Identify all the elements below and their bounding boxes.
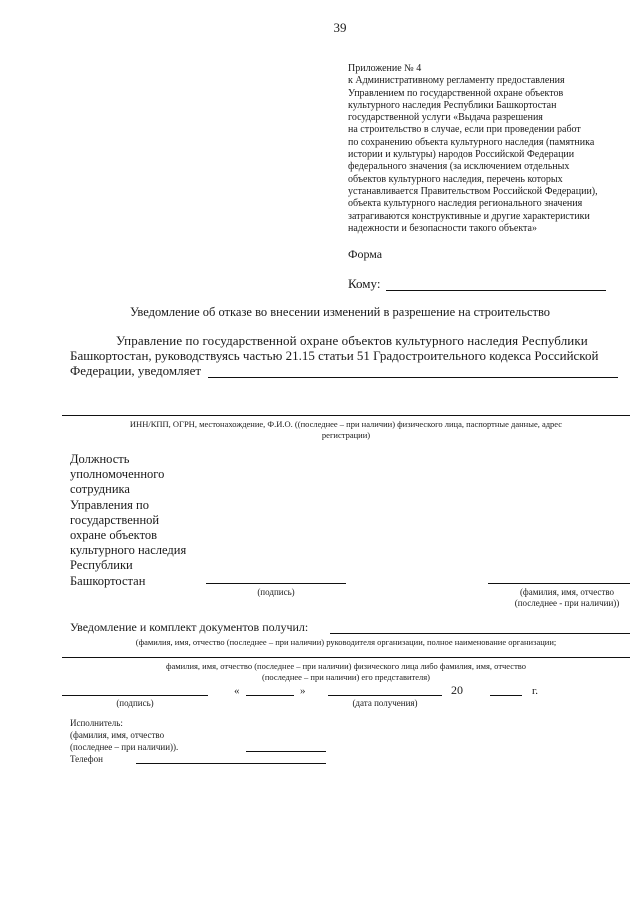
applicant-caption-2: регистрации) bbox=[321, 430, 371, 440]
receiver-signature-field[interactable] bbox=[62, 695, 208, 696]
official-line: Должность bbox=[70, 452, 130, 466]
date-open-quote: « bbox=[234, 685, 240, 697]
executor-line: Телефон bbox=[70, 754, 103, 764]
receiver-caption-3: (последнее – при наличии) его представителя) bbox=[261, 672, 431, 682]
official-line: культурного наследия bbox=[70, 543, 187, 558]
signature-caption: (подпись) bbox=[257, 587, 295, 597]
receiver-signature-caption: (подпись) bbox=[116, 698, 154, 708]
appendix-line: по сохранению объекта культурного наследия (памятника bbox=[348, 136, 595, 148]
appendix-line: Управлением по государственной охране объектов bbox=[348, 87, 564, 99]
official-line: Башкортостан bbox=[70, 573, 146, 588]
appendix-line: Приложение № 4 bbox=[348, 63, 422, 74]
appendix-line: затрагиваются конструктивные и другие характеристики bbox=[348, 210, 590, 222]
date-year-field[interactable] bbox=[490, 695, 522, 696]
fio-field[interactable] bbox=[488, 583, 630, 584]
executor-line: Исполнитель: bbox=[70, 718, 123, 728]
official-line: Управления по bbox=[70, 497, 149, 512]
page-number: 39 bbox=[333, 20, 347, 35]
to-field[interactable] bbox=[386, 290, 606, 291]
applicant-field-inline[interactable] bbox=[208, 377, 618, 378]
appendix-line: устанавливается Правительством Российской Федерации), bbox=[348, 185, 598, 197]
year-prefix: 20 bbox=[451, 683, 463, 697]
document-title: Уведомление об отказе во внесении изменений в разрешение на строительство bbox=[129, 305, 551, 319]
executor-phone-field[interactable] bbox=[136, 763, 326, 764]
executor-block bbox=[70, 717, 178, 765]
appendix-line: истории и культуры) народов Российской Федерации bbox=[348, 149, 575, 161]
date-caption: (дата получения) bbox=[352, 698, 418, 708]
appendix-line: надежности и безопасности такого объекта» bbox=[348, 222, 537, 234]
appendix-line: культурного наследия Республики Башкортостан bbox=[348, 99, 557, 111]
appendix-line: объекта культурного наследия регионального значения bbox=[348, 198, 583, 210]
official-line: государственной bbox=[70, 512, 160, 527]
applicant-caption-1: ИНН/КПП, ОГРН, местонахождение, Ф.И.О. ((последнее – при наличии) физического лица, паспортные данные, адрес bbox=[129, 419, 563, 429]
official-line: уполномоченного bbox=[70, 467, 165, 482]
appendix-line: на строительство в случае, если при проведении работ bbox=[348, 124, 581, 136]
date-day-field[interactable] bbox=[246, 695, 294, 696]
applicant-field[interactable] bbox=[62, 415, 630, 416]
official-line: сотрудника bbox=[70, 482, 130, 497]
date-month-field[interactable] bbox=[328, 695, 442, 696]
executor-line: (последнее – при наличии)). bbox=[70, 742, 179, 752]
received-label: Уведомление и комплект документов получил: bbox=[70, 620, 309, 634]
official-position bbox=[70, 452, 186, 589]
appendix-line: объектов культурного наследия, перечень которых bbox=[348, 173, 563, 185]
receiver-field-inline[interactable] bbox=[330, 633, 630, 634]
executor-line: (фамилия, имя, отчество bbox=[70, 730, 165, 740]
appendix-line: государственной услуги «Выдача разрешения bbox=[348, 112, 543, 124]
year-suffix: г. bbox=[532, 685, 539, 697]
executor-name-field[interactable] bbox=[246, 751, 326, 752]
receiver-field[interactable] bbox=[62, 657, 630, 658]
body-line: Федерации, уведомляет bbox=[70, 363, 202, 378]
body-line: Башкортостан, руководствуясь частью 21.15 статьи 51 Градостроительного кодекса Российской bbox=[70, 348, 599, 363]
to-label: Кому: bbox=[348, 276, 381, 291]
receiver-caption-2: фамилия, имя, отчество (последнее – при наличии) физического лица либо фамилия, имя, отчество bbox=[166, 661, 526, 671]
body-line: Управление по государственной охране объектов культурного наследия Республики bbox=[116, 333, 588, 348]
official-line: охране объектов bbox=[70, 528, 158, 543]
receiver-caption-1: (фамилия, имя, отчество (последнее – при наличии) руководителя организации, полное наименование организации; bbox=[135, 637, 557, 647]
appendix-line: федерального значения (за исключением отдельных bbox=[348, 161, 570, 173]
body-text bbox=[70, 333, 630, 378]
official-line: Республики bbox=[70, 558, 133, 573]
fio-caption: (фамилия, имя, отчество (последнее - при наличии)) bbox=[514, 587, 620, 608]
appendix-header bbox=[348, 63, 628, 235]
form-label: Форма bbox=[348, 247, 383, 261]
date-close-quote: » bbox=[300, 685, 306, 697]
signature-field[interactable] bbox=[206, 583, 346, 584]
appendix-line: к Административному регламенту предоставления bbox=[348, 75, 565, 87]
